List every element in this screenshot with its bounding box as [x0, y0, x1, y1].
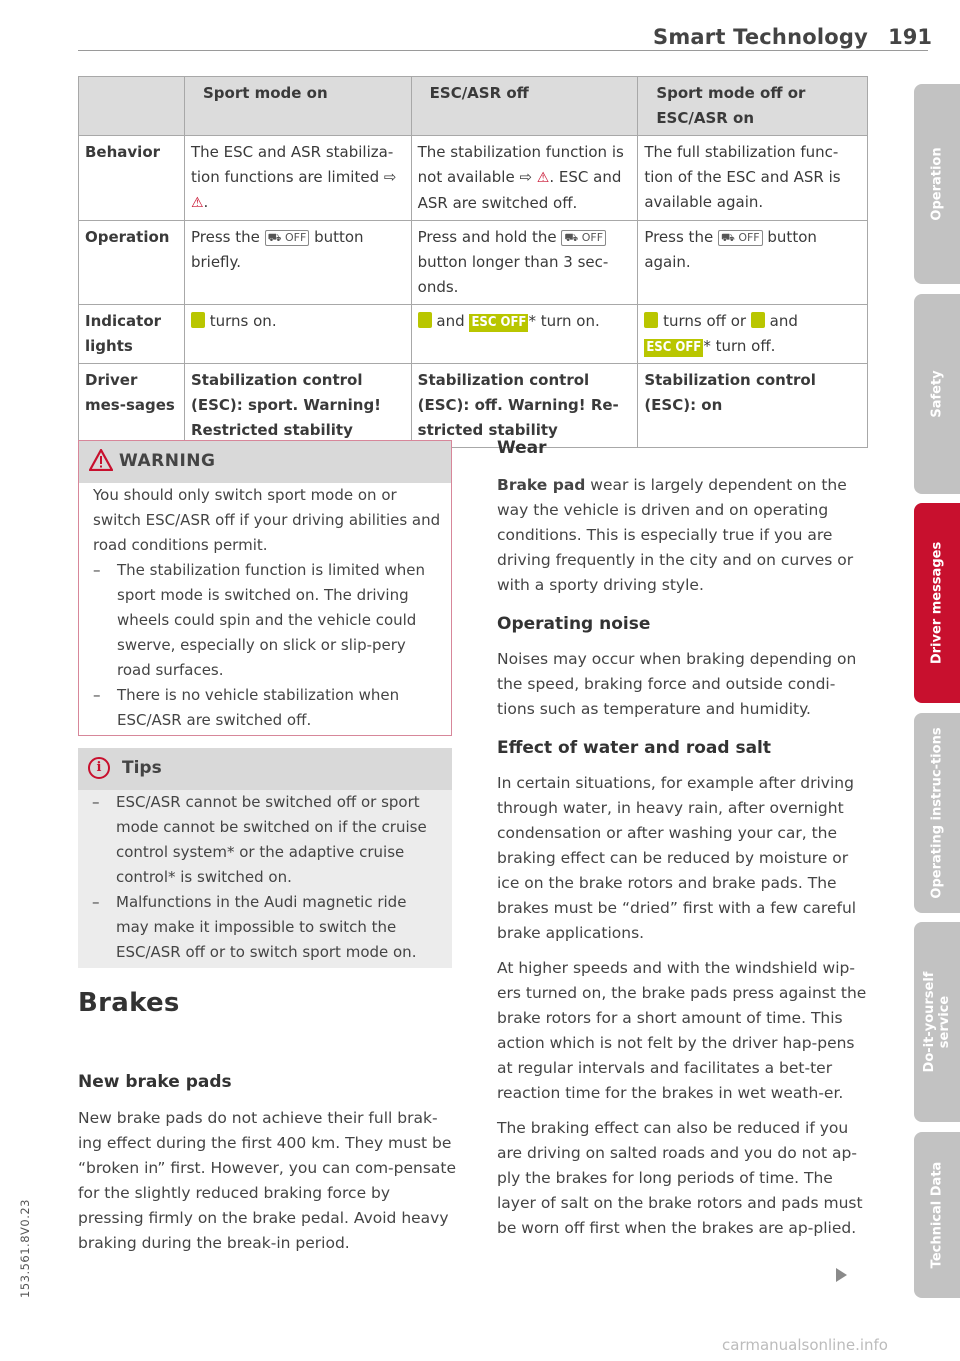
table-row: [79, 305, 868, 364]
tips-box: [78, 748, 452, 968]
tab-label: Technical Data: [929, 1161, 945, 1269]
esc-off-key-icon: ⛟ OFF: [561, 230, 606, 246]
table-row: [79, 136, 868, 221]
tab-do-it-yourself-service[interactable]: [914, 922, 960, 1122]
tab-driver-messages[interactable]: [914, 503, 960, 703]
cell-text: and: [436, 312, 465, 330]
cell-text: The stabilization function is not available ⇨: [417, 143, 624, 186]
esc-lamp-icon: [644, 312, 658, 328]
info-icon: i: [88, 757, 110, 779]
warning-triangle-icon: [89, 449, 113, 475]
paragraph: New brake pads do not achieve their full brak-ing effect during the first 400 km. They must be “broken in” first. However, you can com-pensate for the slightly reduced braking force by pressing firmly on the brake pedal. Avoid heavy braking during the break-in period.: [78, 1109, 457, 1252]
table-cell: Stabilization control (ESC): on: [638, 364, 868, 448]
cell-text: turns off or: [663, 312, 747, 330]
paragraph: At higher speeds and with the windshield wip-ers turned on, the brake pads press against the brake rotors for a short amount of time. This action which is not felt by the driver hap-pens at regular intervals and facilitates a bet-ter reaction time for the brakes in wet weath-er.: [497, 959, 867, 1102]
paragraph: In certain situations, for example after driving through water, in heavy rain, after overnight condensation or after washing your car, the braking effect can be reduced by moisture or ice on the brake rotors and brake pads. The brakes must be “dried” first with a few careful brake applications.: [497, 774, 857, 942]
warning-box: [78, 440, 452, 736]
page-number: 191: [888, 25, 932, 49]
table-header-row: [79, 77, 868, 136]
cell-text: The ESC and ASR stabiliza-tion functions are limited ⇨: [190, 143, 397, 186]
esc-mode-table: [78, 76, 868, 448]
subsection-heading: Effect of water and road salt: [497, 738, 771, 758]
subsection-heading: Operating noise: [497, 614, 651, 634]
table-cell: [184, 221, 411, 305]
right-column: [497, 436, 872, 1241]
cell-text: * turn on.: [528, 312, 600, 330]
table-header-cell: Sport mode on: [184, 77, 411, 136]
row-label: Indicator lights: [79, 305, 185, 364]
table-corner-cell: [79, 77, 185, 136]
subsection-heading: New brake pads: [78, 1072, 232, 1092]
watermark: carmanualsonline.info: [722, 1336, 888, 1354]
paragraph: Brake pad wear is largely dependent on the way the vehicle is driven and on operating conditions. This is especially true if you are driving frequently in the city and on curves or with a sporty driving style.: [497, 476, 854, 594]
paragraph: The braking effect can also be reduced if you are driving on salted roads and you do not ap-ply the brakes for long periods of time. The layer of salt on the brake rotors and pads must be worn off first when the brakes are ap-plied.: [497, 1119, 863, 1237]
tab-operation[interactable]: [914, 84, 960, 284]
tab-operating-instructions[interactable]: [914, 713, 960, 913]
table-cell: [411, 136, 638, 221]
table-row: [79, 221, 868, 305]
esc-lamp-icon: [191, 312, 205, 328]
esc-lamp-icon: [751, 312, 765, 328]
esc-off-key-icon: ⛟ OFF: [265, 230, 310, 246]
warning-title: WARNING: [119, 451, 216, 471]
tips-list: [92, 790, 442, 965]
cell-text: and: [769, 312, 798, 330]
tips-title: Tips: [122, 758, 162, 778]
warning-body: [93, 483, 443, 733]
cell-text: Press and hold the: [417, 228, 557, 246]
cell-text: .: [203, 193, 209, 211]
warning-intro: You should only switch sport mode on or switch ESC/ASR off if your driving abilities and road conditions permit.: [93, 486, 441, 554]
table-cell: [411, 221, 638, 305]
warning-triangle-icon: ⚠: [190, 195, 204, 211]
tab-technical-data[interactable]: [914, 1132, 960, 1298]
cell-text: turns on.: [209, 312, 277, 330]
document-code: 153.561.8V0.23: [18, 1199, 32, 1298]
running-header-title: Smart Technology: [653, 25, 868, 49]
tab-label: Safety: [929, 370, 945, 418]
warning-triangle-icon: ⚠: [536, 170, 550, 186]
table-cell: [184, 136, 411, 221]
tab-label: Do-it-yourself service: [922, 971, 952, 1073]
tab-label: Operation: [929, 147, 945, 221]
header-rule: [78, 50, 928, 51]
table-header-cell: Sport mode off or ESC/ASR on: [638, 77, 868, 136]
table-cell: [411, 305, 638, 364]
row-label: Operation: [79, 221, 185, 305]
esc-off-lamp-icon: ESC OFF: [471, 315, 527, 330]
table-row: [79, 364, 868, 448]
table-cell: [638, 305, 868, 364]
cell-text: button briefly.: [190, 228, 364, 271]
cell-text: button again.: [644, 228, 817, 271]
continue-arrow-icon: [836, 1268, 847, 1282]
table-cell: Stabilization control (ESC): sport. Warning! Restricted stability: [184, 364, 411, 448]
cell-text: . ESC and ASR are switched off.: [417, 168, 622, 212]
list-item: – Malfunctions in the Audi magnetic ride may make it impossible to switch the ESC/ASR off or to switch sport mode on.: [92, 893, 417, 961]
cell-text: * turn off.: [703, 337, 776, 355]
section-heading: Brakes: [78, 988, 180, 1018]
subsection-heading: Wear: [497, 438, 547, 458]
table-cell: [184, 305, 411, 364]
table-cell: [638, 221, 868, 305]
list-item: – There is no vehicle stabilization when ESC/ASR are switched off.: [93, 686, 400, 729]
table-cell: Stabilization control (ESC): off. Warning! Re-stricted stability: [411, 364, 638, 448]
table-cell: The full stabilization func-tion of the ESC and ASR is available again.: [638, 136, 868, 221]
list-item: – ESC/ASR cannot be switched off or sport mode cannot be switched on if the cruise control system* or the adaptive cruise control* is switched on.: [92, 793, 427, 886]
tab-label: Driver messages: [929, 541, 945, 665]
esc-lamp-icon: [418, 312, 432, 328]
paragraph: Noises may occur when braking depending on the speed, braking force and outside condi-tions such as temperature and humidity.: [497, 650, 857, 718]
row-label: Driver mes-sages: [79, 364, 185, 448]
cell-text: button longer than 3 sec-onds.: [417, 253, 609, 296]
table-header-cell: ESC/ASR off: [411, 77, 638, 136]
tab-safety[interactable]: [914, 294, 960, 494]
esc-off-lamp-icon: ESC OFF: [646, 340, 702, 355]
list-item: – The stabilization function is limited when sport mode is switched on. The driving wheels could spin and the vehicle could swerve, especially on slick or slip-pery road surfaces.: [93, 561, 425, 679]
row-label: Behavior: [79, 136, 185, 221]
cell-text: Press the: [644, 228, 714, 246]
esc-off-key-icon: ⛟ OFF: [718, 230, 763, 246]
tab-label: Operating instruc-tions: [929, 727, 945, 899]
cell-text: Press the: [190, 228, 260, 246]
